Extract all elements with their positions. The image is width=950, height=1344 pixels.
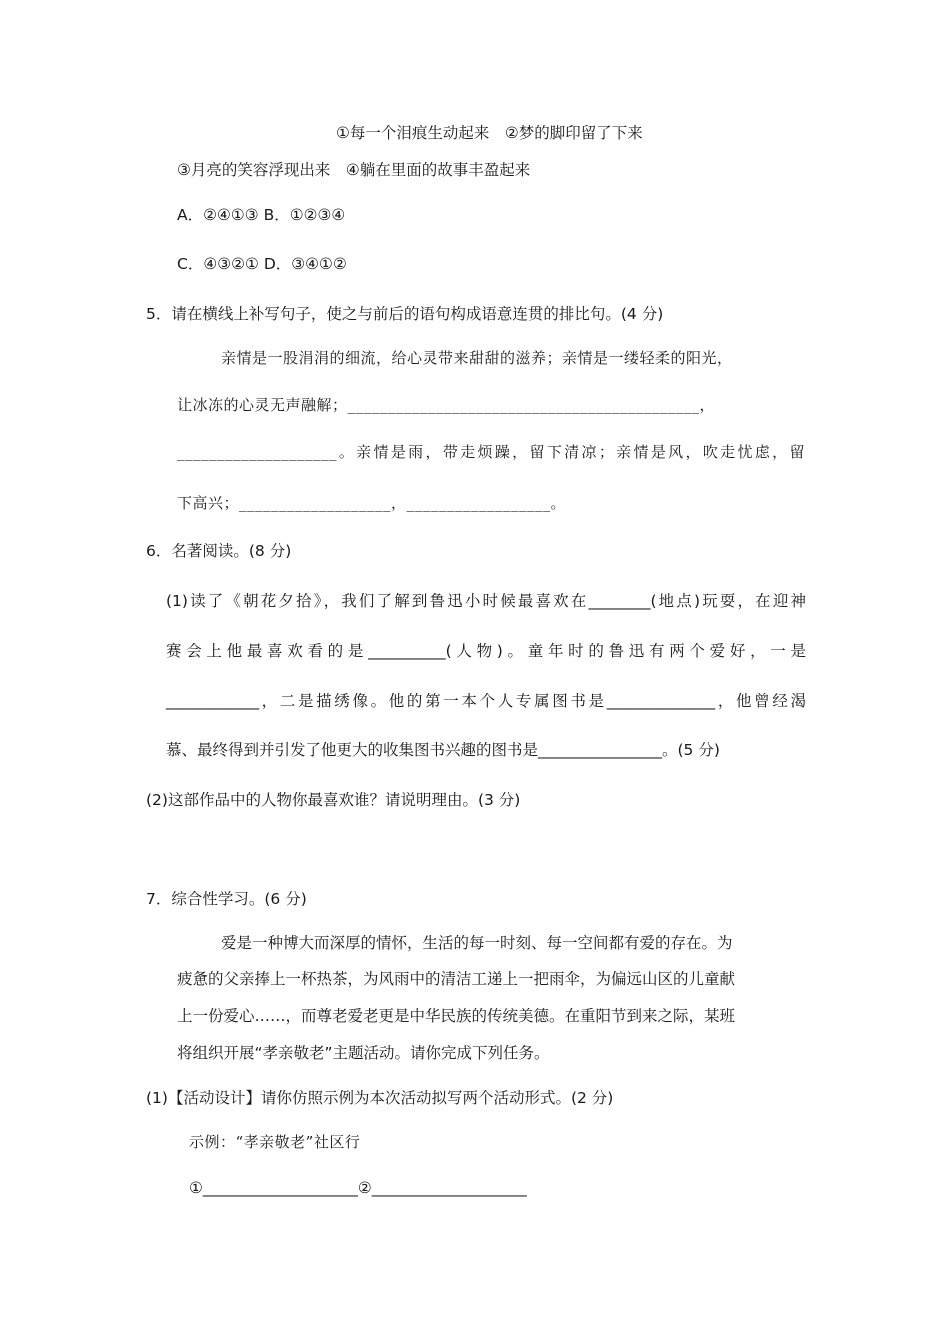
q7-para-line2: 疲惫的父亲捧上一杯热茶，为风雨中的清洁工递上一把雨伞，为偏远山区的儿童献 [177,970,736,988]
q5-line3: ____________________。亲情是雨，带走烦躁，留下清凉；亲情是风，吹走忧虑，留 [177,443,805,461]
q7-para-line4: 将组织开展“孝亲敬老”主题活动。请你完成下列任务。 [177,1044,550,1062]
q7-para-line1: 爱是一种博大而深厚的情怀，生活的每一时刻、每一空间都有爱的存在。为 [221,934,733,952]
q6-part1-line1: (1)读了《朝花夕拾》，我们了解到鲁迅小时候最喜欢在________(地点)玩耍，在迎神 [166,592,806,610]
q7-answer-blanks: ①____________________②____________________ [189,1179,527,1197]
q5-line1: 亲情是一股涓涓的细流，给心灵带来甜甜的滋养；亲情是一缕轻柔的阳光， [221,349,733,367]
q6-part2: (2)这部作品中的人物你最喜欢谁？请说明理由。(3 分) [146,791,521,809]
q5-heading: 5．请在横线上补写句子，使之与前后的语句构成语意连贯的排比句。(4 分) [146,305,664,323]
q4-options-line2: ③月亮的笑容浮现出来 ④躺在里面的故事丰盈起来 [177,161,531,179]
q4-options-line1: ①每一个泪痕生动起来 ②梦的脚印留了下来 [336,124,643,142]
q4-choice-ab: A．②④①③ B．①②③④ [177,206,346,224]
q6-heading: 6．名著阅读。(8 分) [146,542,292,560]
q7-heading: 7．综合性学习。(6 分) [146,890,307,908]
q6-part1-line2: 赛会上他最喜欢看的是__________(人物)。童年时的鲁迅有两个爱好，一是 [166,642,806,660]
q7-para-line3: 上一份爱心……，而尊老爱老更是中华民族的传统美德。在重阳节到来之际，某班 [177,1007,736,1025]
q5-line4: 下高兴；___________________，__________________。 [177,494,567,512]
q7-task1: (1)【活动设计】请你仿照示例为本次活动拟写两个活动形式。(2 分) [146,1089,614,1107]
q6-part1-line4: 慕、最终得到并引发了他更大的收集图书兴趣的图书是________________。(5 分) [166,741,720,759]
q6-part1-line3: ____________，二是描绣像。他的第一本个人专属图书是______________，他曾经渴 [166,692,806,710]
q5-line2: 让冰冻的心灵无声融解；____________________________________________， [177,396,716,414]
q4-choice-cd: C．④③②① D．③④①② [177,255,347,273]
q7-example: 示例：“孝亲敬老”社区行 [189,1133,361,1151]
